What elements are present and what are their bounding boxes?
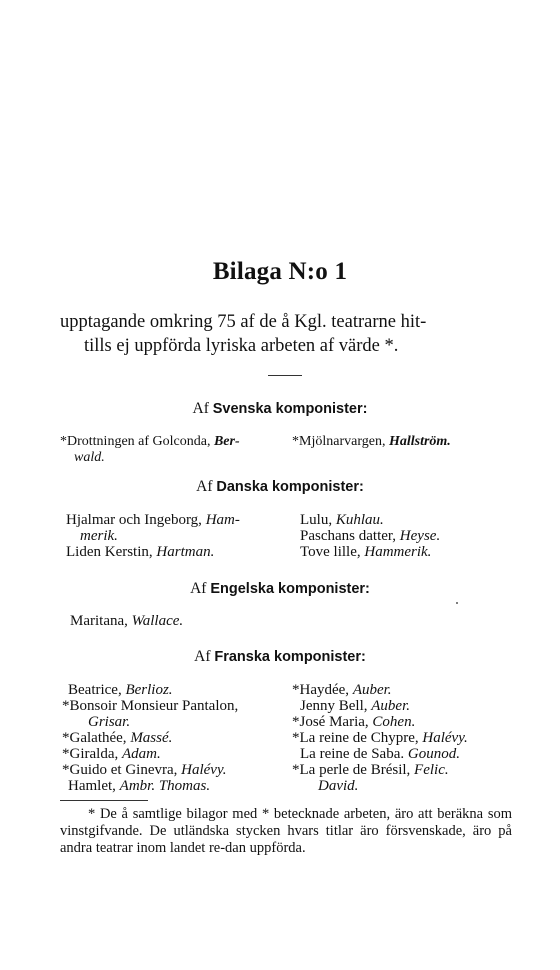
svenska-right-column: [292, 434, 512, 450]
heading-label: Svenska komponister:: [212, 401, 368, 417]
intro-line-2: tills ej uppförda lyriska arbeten af värde *.: [84, 336, 399, 356]
intro-line-1: upptagande omkring 75 af de å Kgl. teatrarne hit-: [60, 312, 427, 332]
list-item: *Guido et Ginevra, Halévy.: [62, 762, 227, 778]
list-item: *José Maria, Cohen.: [292, 714, 416, 730]
section-heading-engelska: [0, 580, 560, 598]
list-item-continuation: wald.: [74, 450, 105, 465]
list-item: Beatrice, Berlioz.: [68, 682, 173, 698]
heading-af: Af: [192, 400, 209, 417]
franska-left-column: [62, 682, 290, 794]
engelska-column: [70, 613, 370, 629]
list-item: *Giralda, Adam.: [62, 746, 161, 762]
list-item: *Mjölnarvargen, Hallström.: [292, 434, 451, 449]
list-item: *Haydée, Auber.: [292, 682, 392, 698]
list-item: *Bonsoir Monsieur Pantalon,: [62, 698, 239, 714]
danska-right-column: [300, 512, 512, 560]
heading-af: Af: [194, 648, 211, 665]
list-item: *La perle de Brésil, Felic.: [292, 762, 449, 778]
list-item-continuation: merik.: [80, 528, 118, 544]
divider-rule: [268, 375, 302, 376]
heading-label: Franska komponister:: [214, 649, 366, 665]
list-item-continuation: Grisar.: [88, 714, 131, 730]
list-item: Maritana, Wallace.: [70, 613, 184, 629]
list-item-continuation: David.: [318, 778, 359, 794]
heading-label: Engelska komponister:: [210, 581, 370, 597]
heading-label: Danska komponister:: [216, 479, 364, 495]
list-item: *Galathée, Massé.: [62, 730, 173, 746]
list-item: Liden Kerstin, Hartman.: [66, 544, 215, 560]
list-item: Hjalmar och Ingeborg, Ham-: [66, 512, 240, 528]
heading-af: Af: [196, 478, 213, 495]
list-item: *Drottningen af Golconda, Ber-: [60, 434, 240, 449]
list-item: *La reine de Chypre, Halévy.: [292, 730, 468, 746]
danska-left-column: [66, 512, 286, 560]
heading-af: Af: [190, 580, 207, 597]
list-item: Tove lille, Hammerik.: [300, 544, 432, 560]
list-item: Lulu, Kuhlau.: [300, 512, 384, 528]
intro-text: [60, 310, 515, 358]
list-item: La reine de Saba. Gounod.: [300, 746, 460, 762]
section-heading-franska: [0, 648, 560, 666]
ink-speck: [456, 602, 458, 604]
footnote-rule: [60, 800, 148, 801]
section-heading-danska: [0, 478, 560, 496]
list-item: Hamlet, Ambr. Thomas.: [68, 778, 211, 794]
list-item: Paschans datter, Heyse.: [300, 528, 441, 544]
page-title: Bilaga N:o 1: [212, 258, 348, 285]
svenska-left-column: [60, 434, 285, 466]
section-heading-svenska: [0, 400, 560, 418]
franska-right-column: [292, 682, 514, 794]
list-item: Jenny Bell, Auber.: [300, 698, 410, 714]
footnote: * De å samtlige bilagor med * betecknade arbeten, äro att beräkna som vinstgifvande. De utländska stycken hvars titlar äro försvenskade, äro på andra teatrar inom landet re-dan uppförda.: [60, 806, 512, 856]
